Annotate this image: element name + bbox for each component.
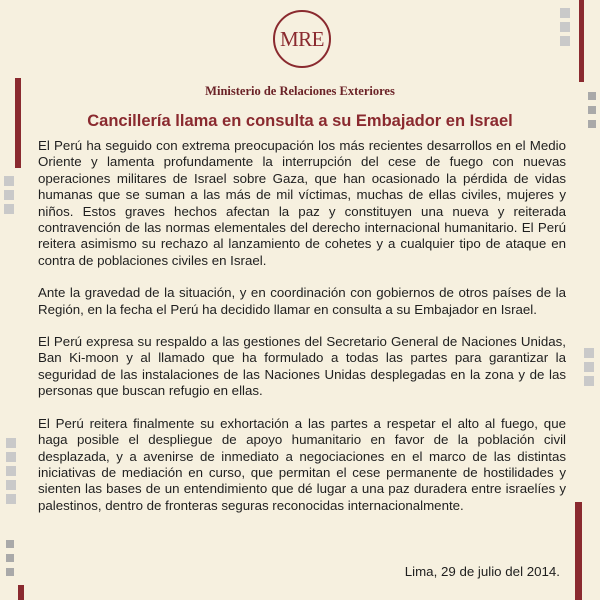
left-accent-bar-bottom xyxy=(18,585,24,600)
decor-square xyxy=(4,204,14,214)
ministry-logo xyxy=(273,10,331,68)
decor-square xyxy=(560,36,570,46)
paragraph: El Perú expresa su respaldo a las gestiones del Secretario General de Naciones Unidas, Ban Ki-moon y al llamado que ha formulado a todas las partes para garantizar la seguridad de las instalaciones de las Naciones Unidas desplegadas en la zona y de las personas que buscan refugio en ellas. xyxy=(38,334,566,399)
decor-square xyxy=(4,190,14,200)
decor-square xyxy=(584,348,594,358)
decor-square xyxy=(6,480,16,490)
decor-square xyxy=(4,176,14,186)
decor-square xyxy=(6,568,14,576)
decor-square xyxy=(584,376,594,386)
right-accent-bar-top xyxy=(579,0,584,82)
ministry-name: Ministerio de Relaciones Exteriores xyxy=(205,84,395,98)
decor-square xyxy=(560,8,570,18)
logo-text: MRE xyxy=(279,26,324,51)
paragraph: El Perú ha seguido con extrema preocupación los más recientes desarrollos en el Medio Oriente y lamenta profundamente la interrupción del cese de fuego con nuevas operaciones militares de Israel sobre Gaza, que han ocasionado la pérdida de vidas humanas que se suman a las más de mil víctimas, muchas de ellas civiles, mujeres y niños. Estos graves hechos afectan la paz y constituyen una nueva y reiterada contravención de las normas elementales del derecho internacional humanitario. El Perú reitera asimismo su rechazo al lanzamiento de cohetes y a cualquier tipo de ataque en contra de poblaciones civiles en Israel. xyxy=(38,138,566,268)
document-title: Cancillería llama en consulta a su Embajador en Israel xyxy=(87,112,513,130)
decor-square xyxy=(6,540,14,548)
decor-square xyxy=(6,438,16,448)
decor-square xyxy=(6,494,16,504)
document-body xyxy=(38,138,566,530)
right-accent-bar-bottom xyxy=(575,502,582,600)
paragraph: Ante la gravedad de la situación, y en coordinación con gobiernos de otros países de la Región, en la fecha el Perú ha decidido llamar en consulta a su Embajador en Israel. xyxy=(38,285,566,317)
decor-square xyxy=(6,452,16,462)
decor-square xyxy=(560,22,570,32)
paragraph: El Perú reitera finalmente su exhortación a las partes a respetar el alto al fuego, que haga posible el despliegue de apoyo humanitario en favor de la población civil desplazada, y a avenirse de inmediato a negociaciones en el marco de las distintas iniciativas de mediación en curso, que permitan el cese permanente de hostilidades y sienten las bases de un entendimiento que dé lugar a una paz duradera entre israelíes y palestinos, dentro de fronteras seguras reconocidas internacionalmente. xyxy=(38,415,566,513)
document-date: Lima, 29 de julio del 2014. xyxy=(404,564,560,579)
decor-square xyxy=(6,554,14,562)
decor-square xyxy=(6,466,16,476)
decor-square xyxy=(584,362,594,372)
